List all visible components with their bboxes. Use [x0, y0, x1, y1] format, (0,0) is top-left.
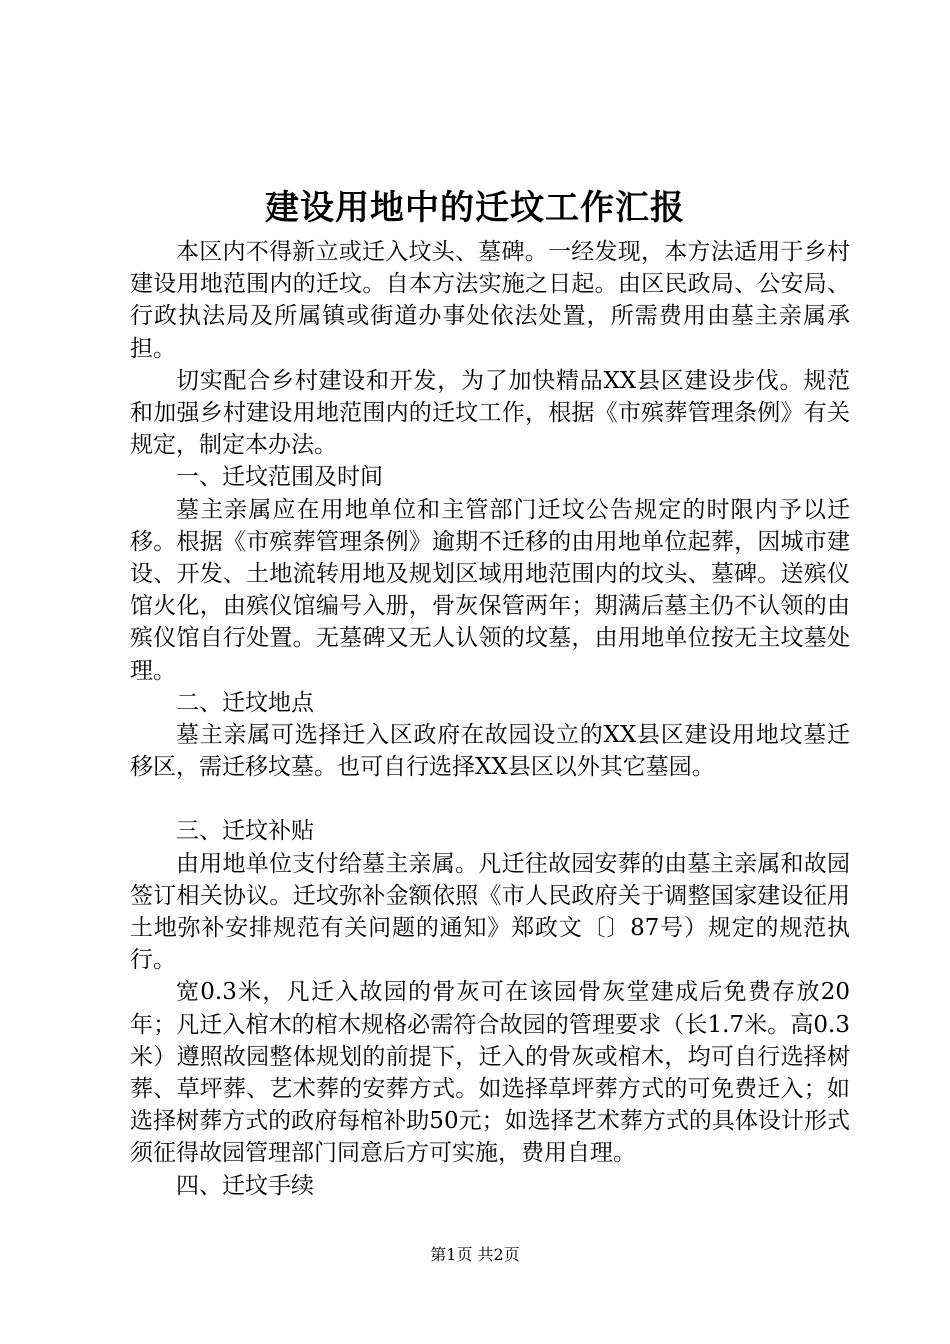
document-body: [130, 236, 850, 1202]
section-heading-location: 二、迁坟地点: [176, 689, 314, 716]
paragraph-scope-time: 墓主亲属应在用地单位和主管部门迁坟公告规定的时限内予以迁移。根据《市殡葬管理条例》逾期不迁移的由用地单位起葬，因城市建设、开发、土地流转用地及规划区域用地范围内的坟头、墓碑。送殡仪馆火化，由殡仪馆编号入册，骨灰保管两年；期满后墓主仍不认领的由殡仪馆自行处置。无墓碑又无人认领的坟墓，由用地单位按无主坟墓处理。: [130, 496, 850, 684]
paragraph-subsidy: 由用地单位支付给墓主亲属。凡迁往故园安葬的由墓主亲属和故园签订相关协议。迁坟弥补金额依照《市人民政府关于调整国家建设征用土地弥补安排规范有关问题的通知》郑政文〔〕87号）规定的规范执行。: [130, 850, 850, 974]
section-heading-scope-time: 一、迁坟范围及时间: [176, 464, 383, 491]
paragraph-scope-intro: 本区内不得新立或迁入坟头、墓碑。一经发现，本方法适用于乡村建设用地范围内的迁坟。自本方法实施之日起。由区民政局、公安局、行政执法局及所属镇或街道办事处依法处置，所需费用由墓主亲属承担。: [130, 239, 850, 362]
section-heading-subsidy: 三、迁坟补贴: [176, 818, 314, 845]
paragraph-purpose: 切实配合乡村建设和开发，为了加快精品XX县区建设步伐。规范和加强乡村建设用地范围内的迁坟工作，根据《市殡葬管理条例》有关规定，制定本办法。: [130, 367, 850, 459]
section-heading-procedures: 四、迁坟手续: [176, 1172, 314, 1199]
paragraph-location: 墓主亲属可选择迁入区政府在故园设立的XX县区建设用地坟墓迁移区，需迁移坟墓。也可自行选择XX县区以外其它墓园。: [130, 722, 850, 781]
page-footer: 第1页 共2页: [430, 1245, 520, 1264]
paragraph-burial-options: 宽0.3米，凡迁入故园的骨灰可在该园骨灰堂建成后免费存放20年；凡迁入棺木的棺木规格必需符合故园的管理要求（长1.7米。高0.3米）遵照故园整体规划的前提下，迁入的骨灰或棺木，均可自行选择树葬、草坪葬、艺术葬的安葬方式。如选择草坪葬方式的可免费迁入；如选择树葬方式的政府每棺补助50元；如选择艺术葬方式的具体设计形式须征得故园管理部门同意后方可实施，费用自理。: [130, 979, 850, 1167]
document-title: 建设用地中的迁坟工作汇报: [265, 188, 685, 228]
paragraph-gap: [130, 783, 850, 815]
